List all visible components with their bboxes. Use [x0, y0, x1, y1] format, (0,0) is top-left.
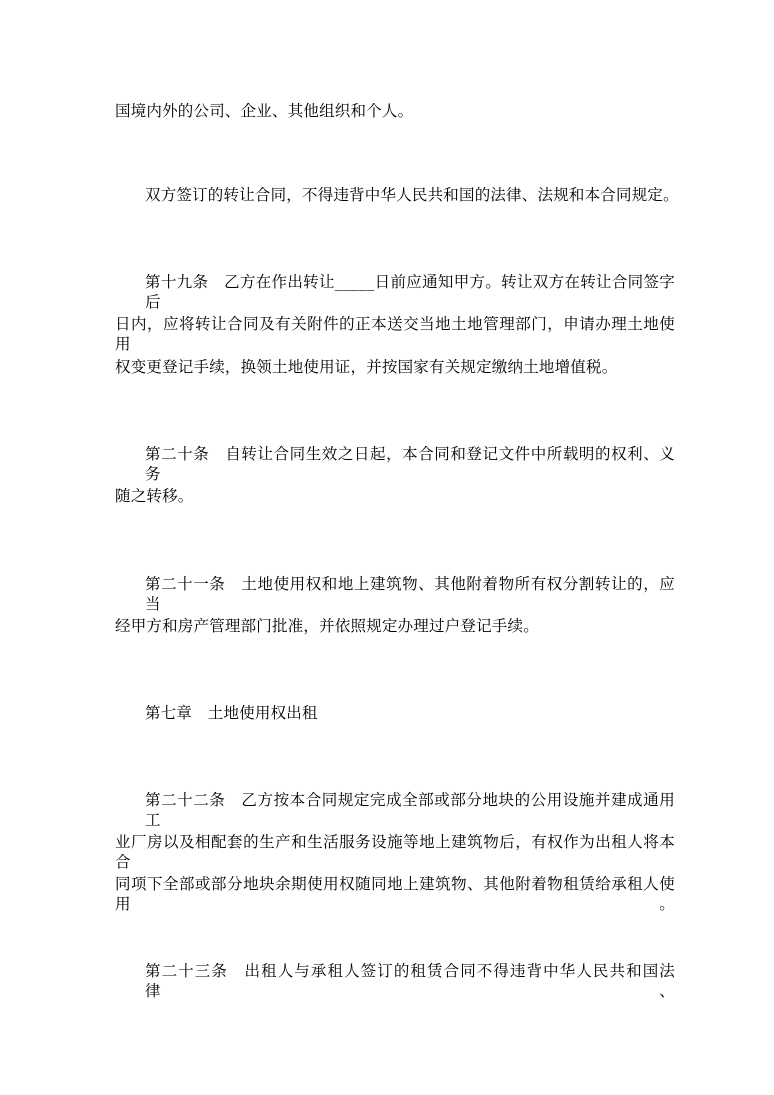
article-22-line-1: 第二十二条 乙方按本合同规定完成全部或部分地块的公用设施并建成通用工	[145, 791, 675, 829]
article-22-line-2: 业厂房以及相配套的生产和生活服务设施等地上建筑物后，有权作为出租人将本合	[115, 833, 675, 871]
article-19-line-2: 日内，应将转让合同及有关附件的正本送交当地土地管理部门，申请办理土地使用	[115, 315, 675, 353]
article-22-line-3: 同项下全部或部分地块余期使用权随同地上建筑物、其他附着物租赁给承租人使用。	[115, 875, 675, 913]
article-19-line-1: 第十九条 乙方在作出转让_____日前应通知甲方。转让双方在转让合同签字后	[145, 273, 675, 311]
article-21-line-2: 经甲方和房产管理部门批准，并依照规定办理过户登记手续。	[115, 617, 539, 635]
article-20-line-1: 第二十条 自转让合同生效之日起，本合同和登记文件中所载明的权利、义务	[145, 445, 675, 483]
article-21-line-1: 第二十一条 土地使用权和地上建筑物、其他附着物所有权分割转让的，应当	[145, 575, 675, 613]
article-19-line-3: 权变更登记手续，换领土地使用证，并按国家有关规定缴纳土地增值税。	[115, 358, 618, 376]
text-line: 双方签订的转让合同，不得违背中华人民共和国的法律、法规和本合同规定。	[145, 186, 679, 204]
article-20-line-2: 随之转移。	[115, 487, 194, 505]
chapter-heading: 第七章 土地使用权出租	[145, 704, 318, 722]
text-line: 国境内外的公司、企业、其他组织和个人。	[115, 102, 414, 120]
article-23-line-1: 第二十三条 出租人与承租人签订的租赁合同不得违背中华人民共和国法律、	[145, 962, 675, 1000]
